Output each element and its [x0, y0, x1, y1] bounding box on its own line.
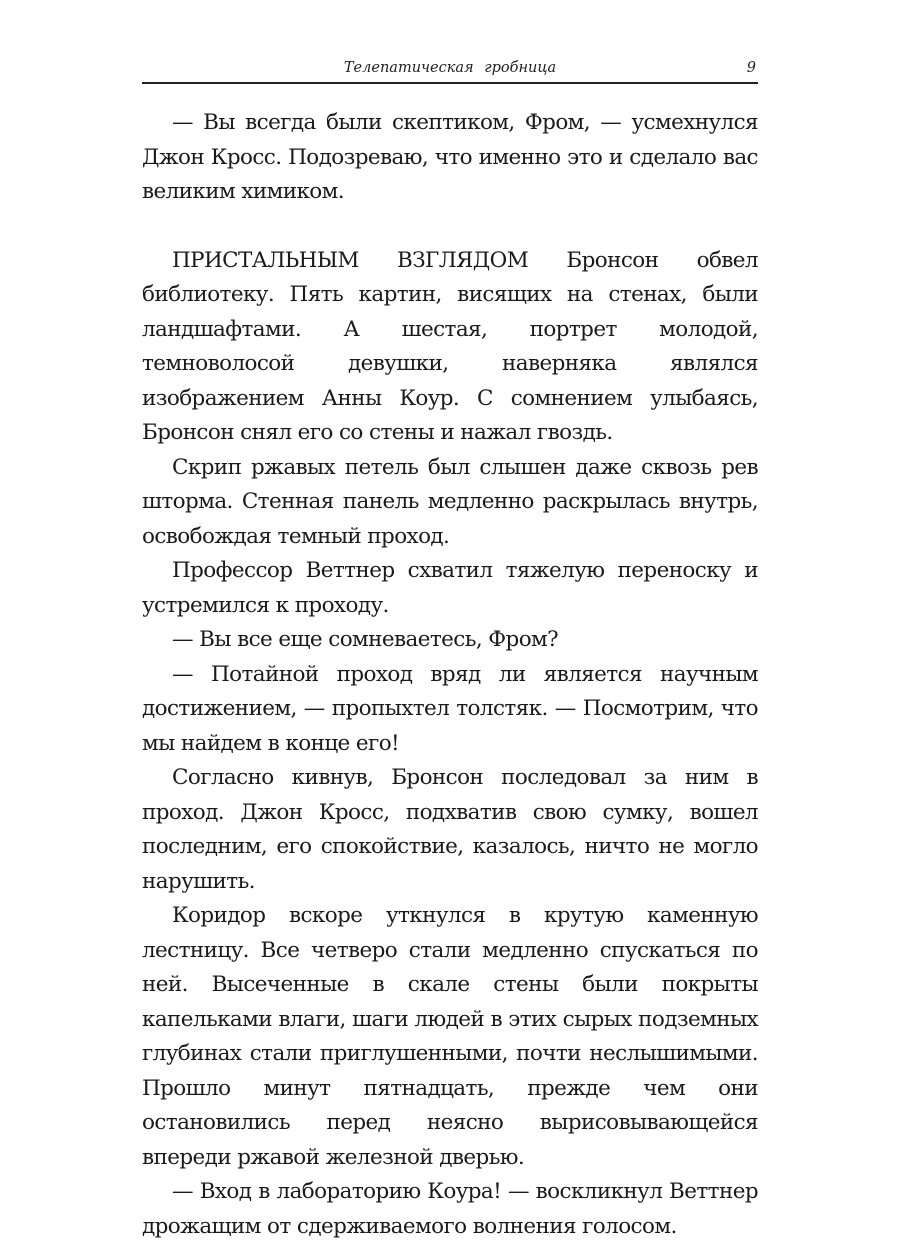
paragraph: Профессор Веттнер схватил тяжелую переноску и устремился к проходу.: [142, 558, 758, 618]
paragraph: — Вы всегда были скептиком, Фром, — усмехнулся Джон Кросс. Подозреваю, что именно это и сделало вас великим химиком.: [142, 110, 758, 204]
paragraph: — Вы все еще сомневаетесь, Фром?: [172, 627, 559, 652]
paragraph: — Вход в лабораторию Коура! — воскликнул Веттнер дрожащим от сдерживаемого волнения голосом.: [142, 1179, 758, 1239]
paragraph: Коридор вскоре уткнулся в крутую каменную лестницу. Все четверо стали медленно спускаться по ней. Высеченные в скале стены были покрыты капельками влаги, шаги людей в этих сырых подземных глубинах стали приглушенными, почти неслышимыми. Прошло минут пятнадцать, прежде чем они остановились перед неясно вырисовывающейся впереди ржавой железной дверью.: [142, 903, 758, 1170]
paragraph: — Потайной проход вряд ли является научным достижением, — пропыхтел толстяк. — Посмотрим, что мы найдем в конце его!: [142, 661, 758, 756]
paragraph: Согласно кивнув, Бронсон последовал за ним в проход. Джон Кросс, подхватив свою сумку, вошел последним, его спокойствие, казалось, ничто не могло нарушить.: [142, 765, 758, 894]
paragraph: ПРИСТАЛЬНЫМ ВЗГЛЯДОМ Бронсон обвел библиотеку. Пять картин, висящих на стенах, были ландшафтами. А шестая, портрет молодой, темноволосой девушки, наверняка являлся изображением Анны Коур. С сомнением улыбаясь, Бронсон снял его со стены и нажал гвоздь.: [142, 247, 758, 445]
page-header: [142, 58, 758, 84]
paragraph: Скрип ржавых петель был слышен даже сквозь рев шторма. Стенная панель медленно раскрылась внутрь, освобождая темный проход.: [142, 454, 758, 549]
page-number: 9: [746, 60, 756, 76]
text-body: [142, 106, 758, 1244]
running-title: Телепатическая гробница: [343, 60, 557, 76]
